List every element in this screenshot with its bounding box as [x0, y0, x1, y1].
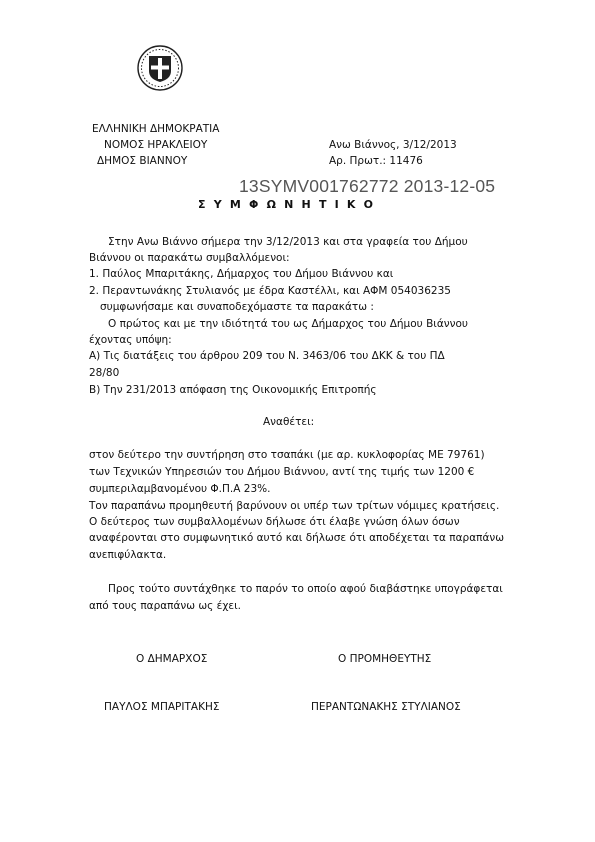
document-title: ΣΥΜΦΩΝΗΤΙΚΟ: [198, 198, 382, 211]
assigns-heading: Αναθέτει:: [263, 416, 315, 428]
mayor-role: Ο ΔΗΜΑΡΧΟΣ: [136, 653, 208, 665]
greek-state-emblem-icon: [136, 44, 184, 92]
supplier-name: ΠΕΡΑΝΤΩΝΑΚΗΣ ΣΤΥΛΙΑΝΟΣ: [311, 701, 461, 713]
closing-line-2: από τους παραπάνω ως έχει.: [89, 600, 241, 612]
header-republic: ΕΛΛΗΝΙΚΗ ΔΗΜΟΚΡΑΤΙΑ: [92, 123, 220, 135]
registry-stamp: 13SYMV001762772 2013-12-05: [239, 176, 496, 196]
mayor-name: ΠΑΥΛΟΣ ΜΠΑΡΙΤΑΚΗΣ: [104, 701, 220, 713]
supplier-role: Ο ΠΡΟΜΗΘΕΥΤΗΣ: [338, 653, 432, 665]
clause-a-line-2: 28/80: [89, 367, 120, 379]
intro-line-1: Στην Ανω Βιάννο σήμερα την 3/12/2013 και στα γραφεία του Δήμου: [108, 236, 468, 248]
body-line-2: των Τεχνικών Υπηρεσιών του Δήμου Βιάννου, αντί της τιμής των 1200 €: [89, 466, 475, 478]
body-line-3: συμπεριλαμβανομένου Φ.Π.Α 23%.: [89, 483, 271, 495]
header-municipality: ΔΗΜΟΣ ΒΙΑΝΝΟΥ: [97, 155, 188, 167]
agreed-line: συμφωνήσαμε και συναποδεχόμαστε τα παρακάτω :: [100, 301, 374, 313]
party-2: 2. Περαντωνάκης Στυλιανός με έδρα Καστέλλι, και ΑΦΜ 054036235: [89, 285, 451, 297]
first-party-line-a: Ο πρώτος και με την ιδιότητά του ως Δήμαρχος του Δήμου Βιάννου: [108, 318, 468, 330]
intro-line-2: Βιάννου οι παρακάτω συμβαλλόμενοι:: [89, 252, 290, 264]
party-1: 1. Παύλος Μπαριτάκης, Δήμαρχος του Δήμου Βιάννου και: [89, 268, 394, 280]
body-line-7: ανεπιφύλακτα.: [89, 549, 167, 561]
header-prefecture: ΝΟΜΟΣ ΗΡΑΚΛΕΙΟΥ: [104, 139, 208, 151]
body-line-5: Ο δεύτερος των συμβαλλομένων δήλωσε ότι έλαβε γνώση όλων όσων: [89, 516, 460, 528]
place-date: Ανω Βιάννος, 3/12/2013: [329, 139, 457, 151]
body-line-4: Τον παραπάνω προμηθευτή βαρύνουν οι υπέρ των τρίτων νόμιμες κρατήσεις.: [89, 500, 500, 512]
closing-line-1: Προς τούτο συντάχθηκε το παρόν το οποίο αφού διαβάστηκε υπογράφεται: [108, 583, 503, 595]
body-line-6: αναφέρονται στο συμφωνητικό αυτό και δήλωσε ότι αποδέχεται τα παραπάνω: [89, 532, 505, 544]
clause-b-line: Β) Την 231/2013 απόφαση της Οικονομικής Επιτροπής: [89, 384, 377, 396]
protocol-number: Αρ. Πρωτ.: 11476: [329, 155, 423, 167]
clause-a-line-1: Α) Τις διατάξεις του άρθρου 209 του Ν. 3463/06 του ΔΚΚ & του ΠΔ: [89, 350, 445, 362]
first-party-line-b: έχοντας υπόψη:: [89, 334, 172, 346]
body-line-1: στον δεύτερο την συντήρηση στο τσαπάκι (με αρ. κυκλοφορίας ΜΕ 79761): [89, 449, 485, 461]
